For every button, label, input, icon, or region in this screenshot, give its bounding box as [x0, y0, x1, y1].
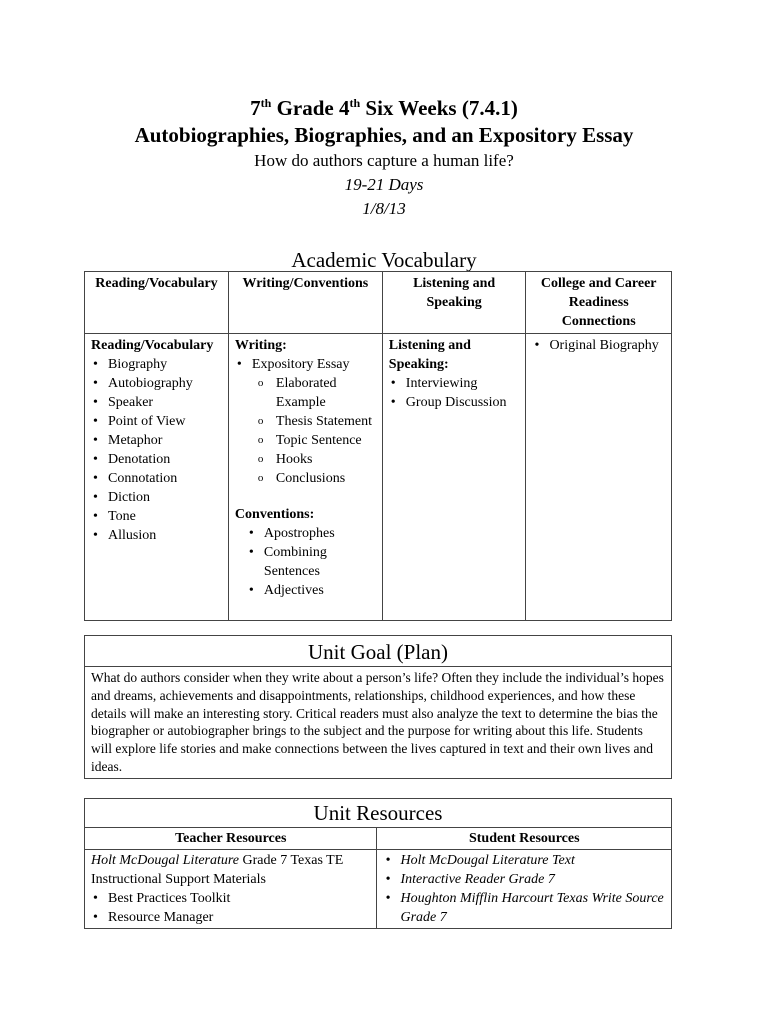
teacher-materials: Instructional Support Materials: [91, 872, 266, 887]
reading-cell: [85, 334, 229, 621]
list-item: o Conclusions: [252, 469, 376, 488]
table-row: [85, 334, 672, 621]
reading-heading: Reading/Vocabulary: [91, 338, 214, 353]
list-item: • Diction: [91, 488, 222, 507]
unit-goal-box: [84, 635, 672, 779]
table-header-row: [85, 272, 672, 334]
student-list: [383, 851, 665, 927]
teacher-book: Holt McDougal Literature Grade 7 Texas TE: [91, 853, 344, 868]
unit-resources-table: [84, 798, 672, 929]
list-item: • Denotation: [91, 450, 222, 469]
column-header: College and Career Readiness Connections: [526, 272, 672, 334]
list-item: o Hooks: [252, 450, 376, 469]
list-item: • Original Biography: [532, 336, 665, 355]
resources-header-row: [85, 828, 672, 850]
listening-list: [389, 374, 520, 412]
list-item: • Adjectives: [247, 581, 376, 600]
column-header: Writing/Conventions: [228, 272, 382, 334]
unit-duration: 19-21 Days: [344, 175, 424, 194]
conventions-list: [247, 524, 376, 600]
list-item: • Connotation: [91, 469, 222, 488]
writing-list: [235, 355, 376, 488]
unit-goal-title: Unit Goal (Plan): [85, 636, 671, 667]
column-header: Reading/Vocabulary: [85, 272, 229, 334]
list-item: • Group Discussion: [389, 393, 520, 412]
column-header: Listening and Speaking: [382, 272, 526, 334]
listening-cell: [382, 334, 526, 621]
academic-vocabulary-table: [84, 271, 672, 621]
list-item: • Best Practices Toolkit: [91, 889, 370, 908]
student-resources-heading: Student Resources: [377, 828, 672, 850]
list-item: • Point of View: [91, 412, 222, 431]
list-item: • Speaker: [91, 393, 222, 412]
reading-list: [91, 355, 222, 545]
resources-title-row: [85, 799, 672, 828]
list-item: • Interactive Reader Grade 7: [383, 870, 665, 889]
college-list: [532, 336, 665, 355]
list-item: • Holt McDougal Literature Text: [383, 851, 665, 870]
list-item: • Metaphor: [91, 431, 222, 450]
list-item: • Autobiography: [91, 374, 222, 393]
list-item: • Expository Essay o Elaborated Example o Thesis Statement o Topic Sentence o Hooks o Conclusions: [235, 355, 376, 488]
teacher-resources-heading: Teacher Resources: [85, 828, 377, 850]
grade-heading: 7th Grade 4th Six Weeks (7.4.1): [250, 96, 518, 120]
document-header: [0, 95, 768, 221]
list-item: • Biography: [91, 355, 222, 374]
teacher-list: [91, 889, 370, 927]
writing-sublist: [252, 374, 376, 488]
list-item: o Thesis Statement: [252, 412, 376, 431]
college-cell: [526, 334, 672, 621]
list-item: • Interviewing: [389, 374, 520, 393]
list-item: • Tone: [91, 507, 222, 526]
unit-title: Autobiographies, Biographies, and an Expository Essay: [134, 123, 634, 147]
listening-heading: Listening and Speaking:: [388, 338, 471, 372]
list-item: o Elaborated Example: [252, 374, 376, 412]
writing-cell: [228, 334, 382, 621]
unit-resources-title: Unit Resources: [85, 799, 672, 828]
student-resources-cell: [377, 850, 672, 929]
unit-date: 1/8/13: [362, 199, 406, 218]
table-row: [85, 850, 672, 929]
list-item: • Combining Sentences: [247, 543, 376, 581]
writing-heading: Writing:: [234, 338, 287, 353]
academic-vocabulary-title: Academic Vocabulary: [291, 248, 477, 272]
list-item: • Resource Manager: [91, 908, 370, 927]
teacher-resources-cell: [85, 850, 377, 929]
unit-goal-text: What do authors consider when they write about a person’s life? Often they include the individual’s hopes and dreams, achievements and disappointments, relationships, childhood experiences, and how these details will make an interesting story. Critical readers must also analyze the text to determine the bias the biographer or autobiographer brings to the subject and the purpose for writing about this life. Students will explore life stories and make connections between the lives captured in text and their own lives and ideas.: [91, 670, 664, 774]
list-item: • Houghton Mifflin Harcourt Texas Write Source Grade 7: [383, 889, 665, 927]
essential-question: How do authors capture a human life?: [254, 151, 514, 170]
list-item: o Topic Sentence: [252, 431, 376, 450]
list-item: • Apostrophes: [247, 524, 376, 543]
list-item: • Allusion: [91, 526, 222, 545]
conventions-heading: Conventions:: [234, 507, 315, 522]
